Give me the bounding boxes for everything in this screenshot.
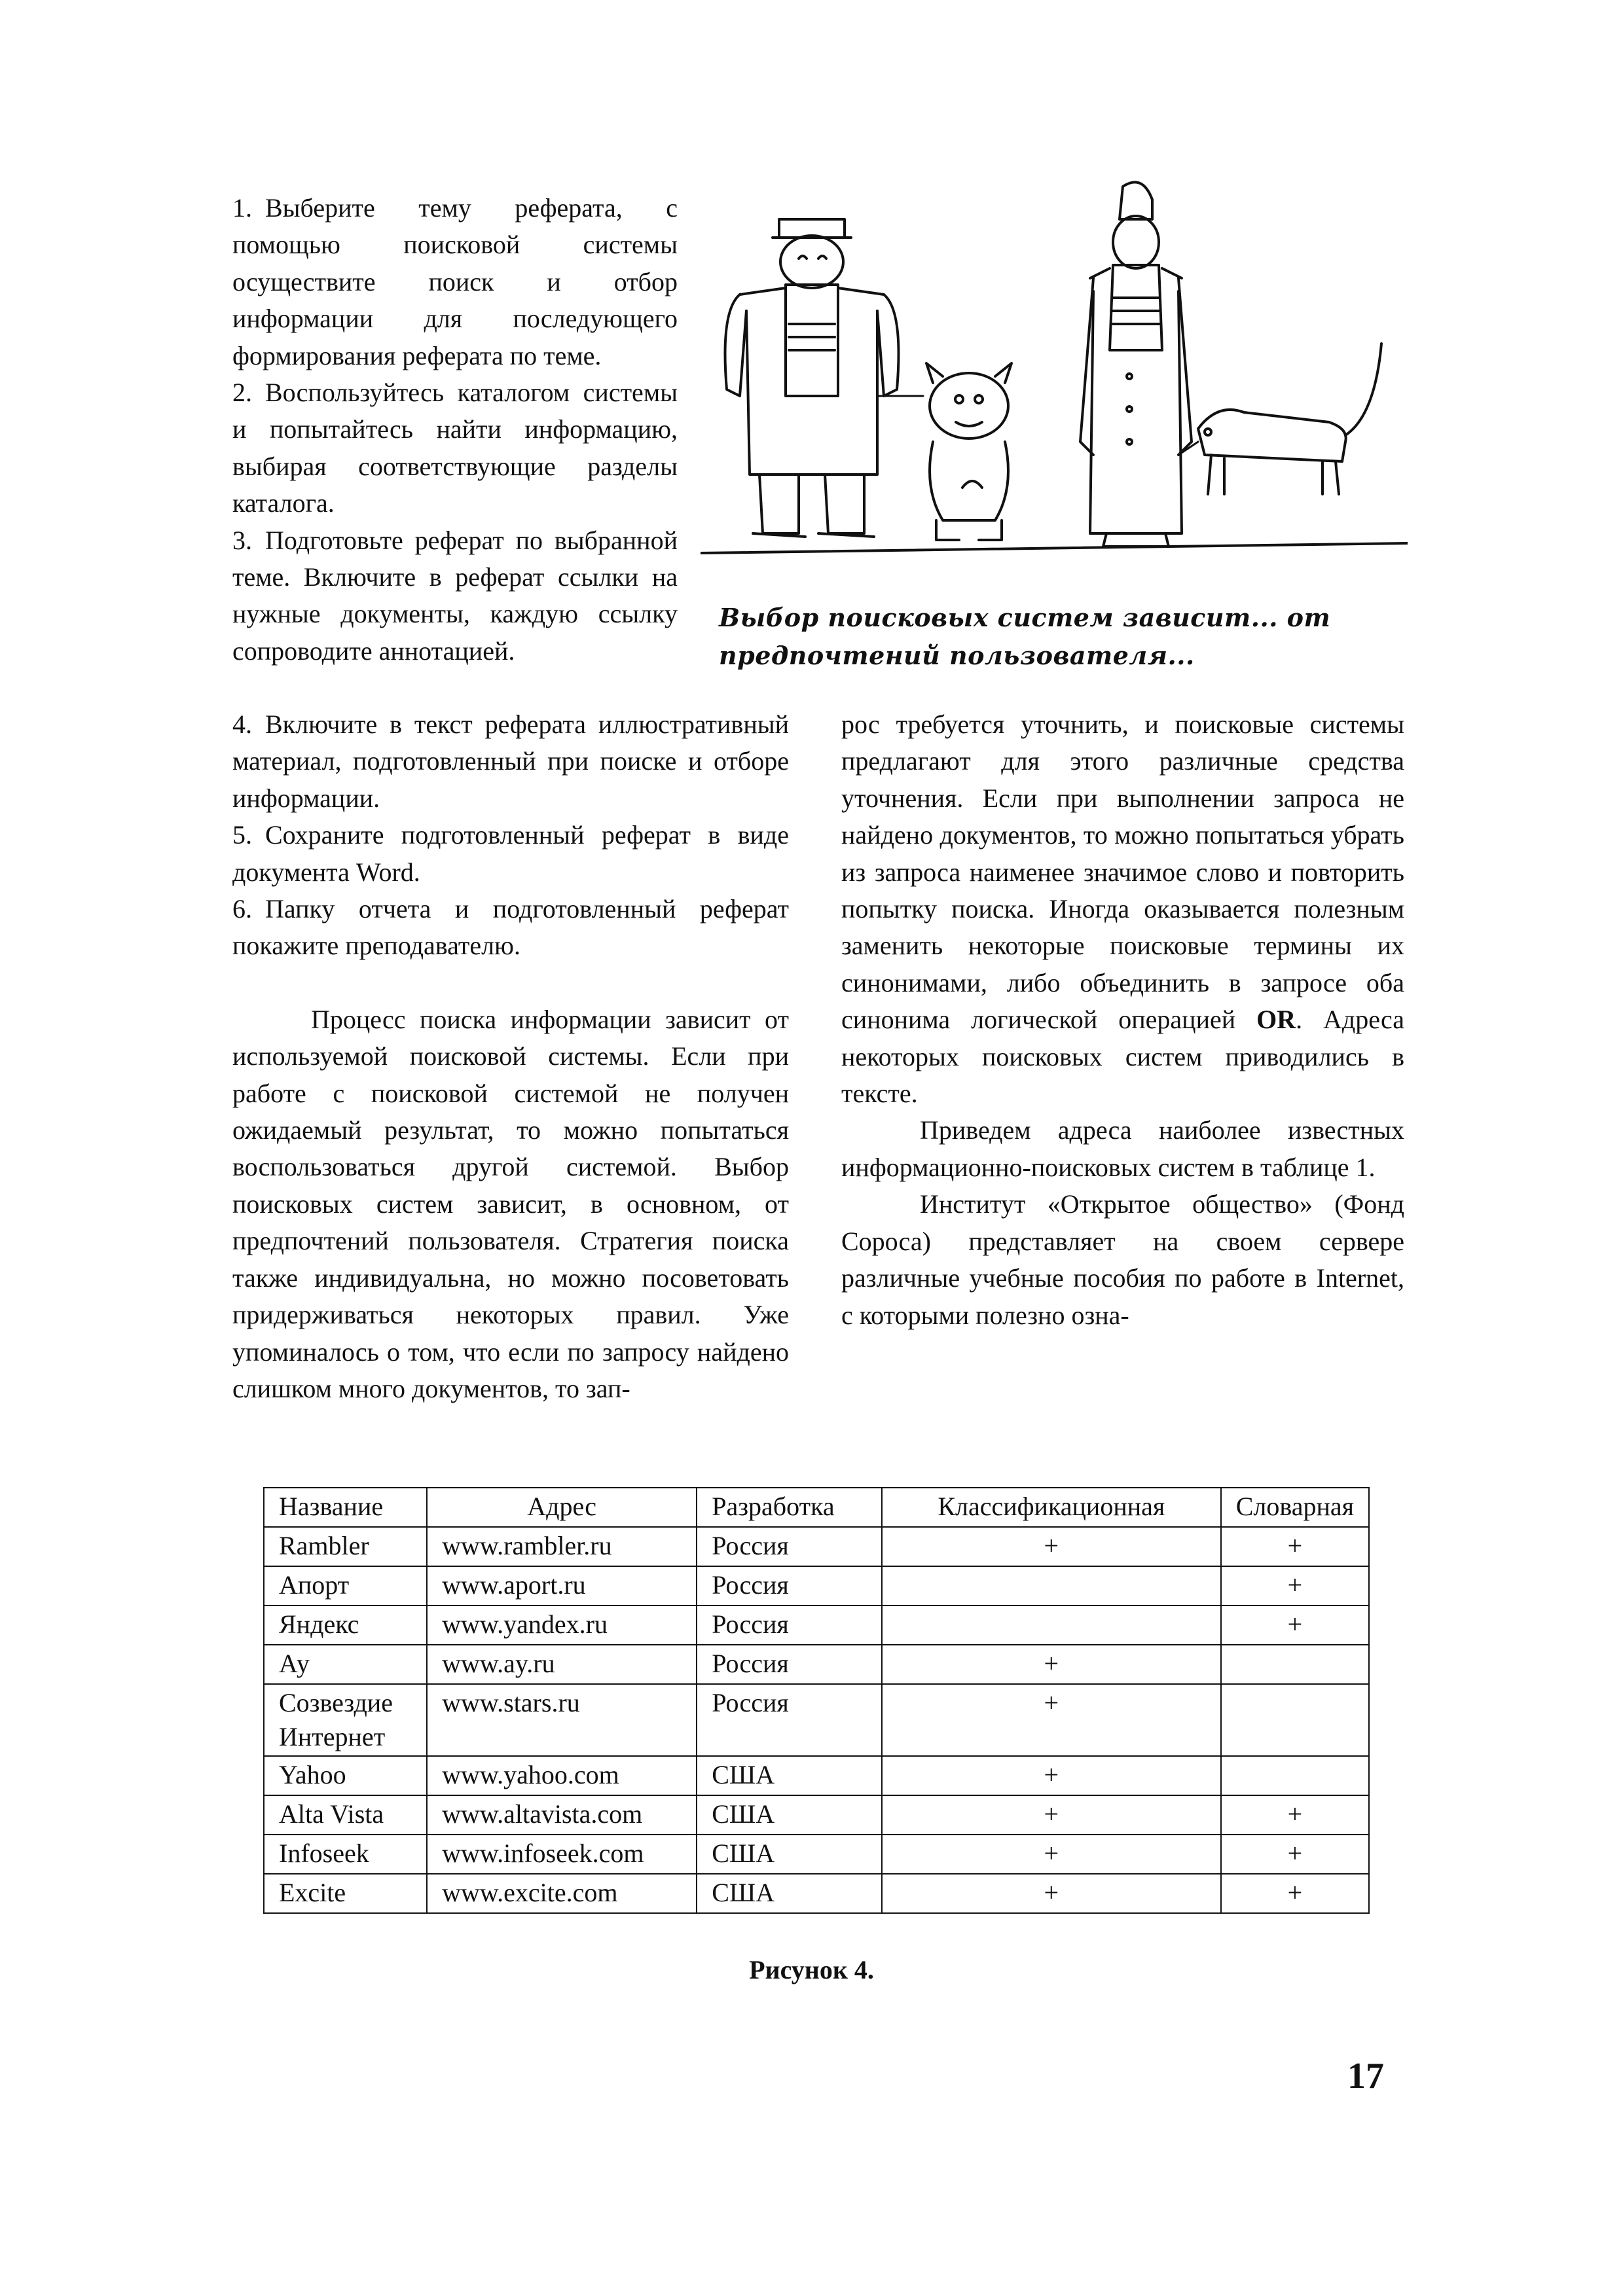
cell-address: www.yandex.ru (427, 1605, 697, 1645)
cell-address: www.altavista.com (427, 1795, 697, 1835)
table-row (264, 1874, 1369, 1913)
table-row (264, 1684, 1369, 1756)
cell-classification: + (882, 1684, 1221, 1756)
cell-classification: + (882, 1756, 1221, 1795)
cell-classification (882, 1605, 1221, 1645)
header-dictionary: Словарная (1221, 1488, 1369, 1527)
table-intro-paragraph: Приведем адреса наиболее известных информационно-поисковых систем в таблице 1. (841, 1115, 1404, 1182)
cell-dictionary: + (1221, 1605, 1369, 1645)
search-process-paragraph: Процесс поиска информации зависит от используемой поисковой системы. Если при работе с поисковой системой не получен ожидаемый результат, то можно попытаться воспользоваться другой системой. Выбор поисковых систем зависит, в основном, от предпочтений пользователя. Стратегия поиска также индивидуальна, но можно посоветовать придерживаться некоторых правил. Уже упоминалось о том, что если по запросу найдено слишком много документов, то зап- (232, 1004, 789, 1403)
cell-classification: + (882, 1835, 1221, 1874)
table-body (264, 1527, 1369, 1913)
table-row (264, 1756, 1369, 1795)
cartoon-illustration (701, 180, 1408, 573)
instruction-2: 2. Воспользуйтесь каталогом системы и попытайтесь найти информацию, выбирая соответствующие разделы каталога. (232, 378, 678, 518)
cell-development: Россия (697, 1566, 882, 1605)
cell-development: Россия (697, 1605, 882, 1645)
cell-address: www.infoseek.com (427, 1835, 697, 1874)
table-row (264, 1795, 1369, 1835)
cell-development: Россия (697, 1684, 882, 1756)
cell-name: Rambler (264, 1527, 427, 1566)
cell-name: Яндекс (264, 1605, 427, 1645)
right-column (841, 706, 1404, 1334)
cell-address: www.rambler.ru (427, 1527, 697, 1566)
table-row (264, 1566, 1369, 1605)
cell-name: Ау (264, 1645, 427, 1684)
instruction-6: 6. Папку отчета и подготовленный реферат покажите преподавателю. (232, 894, 789, 961)
cell-name: Excite (264, 1874, 427, 1913)
cell-dictionary: + (1221, 1566, 1369, 1605)
cell-address: www.ay.ru (427, 1645, 697, 1684)
cell-name: Созвездие Интернет (264, 1684, 427, 1756)
page-number: 17 (1347, 2056, 1384, 2096)
cell-classification: + (882, 1527, 1221, 1566)
cell-development: США (697, 1874, 882, 1913)
cartoon-caption: Выбор поисковых систем зависит... от предпочтений пользователя... (719, 603, 1331, 670)
cell-classification: + (882, 1795, 1221, 1835)
cell-name: Alta Vista (264, 1795, 427, 1835)
table-row (264, 1645, 1369, 1684)
cell-dictionary: + (1221, 1527, 1369, 1566)
header-development: Разработка (697, 1488, 882, 1527)
table-header-row (264, 1488, 1369, 1527)
search-process-paragraph-continued: рос требуется уточнить, и поисковые системы предлагают для этого различные средства уточнения. Если при выполнении запроса не найдено документов, то можно попытаться убрать из запроса наименее значимое слово и повторить попытку поиска. Иногда оказывается полезным заменить некоторые поисковые термины их синонимами, либо объединить в запросе оба синонима логической операцией OR. Адреса некоторых поисковых систем приводились в тексте. (841, 709, 1404, 1109)
cell-dictionary (1221, 1756, 1369, 1795)
cell-classification: + (882, 1874, 1221, 1913)
header-classification: Классификационная (882, 1488, 1221, 1527)
cell-name: Апорт (264, 1566, 427, 1605)
or-keyword: OR (1256, 1005, 1296, 1035)
table-row (264, 1527, 1369, 1566)
cell-development: Россия (697, 1527, 882, 1566)
cell-development: Россия (697, 1645, 882, 1684)
cell-name: Infoseek (264, 1835, 427, 1874)
soros-paragraph: Институт «Открытое общество» (Фонд Сороса) представляет на своем сервере различные учебные пособия по работе в Internet, с которыми полезно озна- (841, 1189, 1404, 1330)
cell-development: США (697, 1795, 882, 1835)
search-engines-table (263, 1487, 1370, 1914)
table-row (264, 1835, 1369, 1874)
cell-dictionary: + (1221, 1795, 1369, 1835)
cell-address: www.aport.ru (427, 1566, 697, 1605)
cell-dictionary: + (1221, 1874, 1369, 1913)
cell-dictionary (1221, 1645, 1369, 1684)
cell-dictionary: + (1221, 1835, 1369, 1874)
cell-development: США (697, 1835, 882, 1874)
instruction-1: 1. Выберите тему реферата, с помощью поисковой системы осуществите поиск и отбор информации для последующего формирования реферата по теме. (232, 193, 678, 370)
header-name: Название (264, 1488, 427, 1527)
instruction-3: 3. Подготовьте реферат по выбранной теме. Включите в реферат ссылки на нужные документы, каждую ссылку сопроводите аннотацией. (232, 525, 678, 666)
instruction-5: 5. Сохраните подготовленный реферат в виде документа Word. (232, 820, 789, 887)
instructions-top (232, 190, 678, 670)
search-engines-table-grid (263, 1487, 1370, 1914)
cell-dictionary (1221, 1684, 1369, 1756)
cell-address: www.stars.ru (427, 1684, 697, 1756)
table-row (264, 1605, 1369, 1645)
figure-caption: Рисунок 4. (749, 1955, 874, 1984)
cell-classification (882, 1566, 1221, 1605)
cell-name: Yahoo (264, 1756, 427, 1795)
header-address: Адрес (427, 1488, 697, 1527)
cell-development: США (697, 1756, 882, 1795)
cell-address: www.excite.com (427, 1874, 697, 1913)
cell-address: www.yahoo.com (427, 1756, 697, 1795)
cell-classification: + (882, 1645, 1221, 1684)
left-column (232, 706, 789, 1407)
instruction-4: 4. Включите в текст реферата иллюстративный материал, подготовленный при поиске и отборе информации. (232, 709, 789, 813)
